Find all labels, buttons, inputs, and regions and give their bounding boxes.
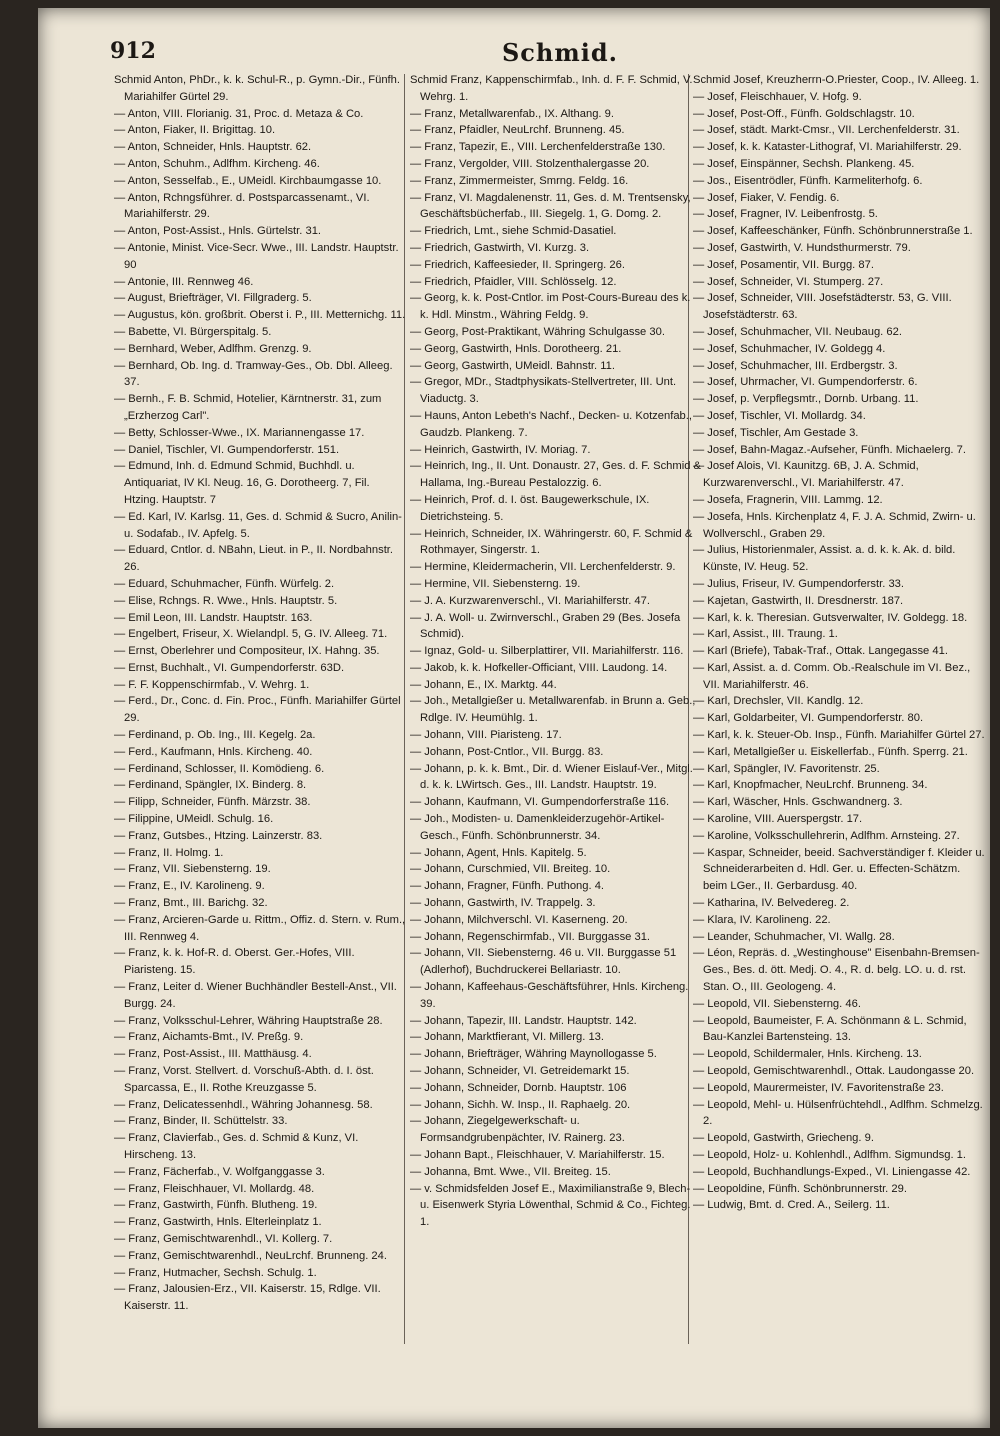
- directory-entry: — Klara, IV. Karolineng. 22.: [693, 913, 831, 926]
- directory-entry: — Daniel, Tischler, VI. Gumpendorferstr. 151.: [114, 443, 340, 456]
- column-2: [410, 72, 702, 1231]
- directory-entry: — Johann, Sichh. W. Insp., II. Raphaelg. 20.: [410, 1098, 631, 1111]
- directory-entry: — Ferd., Kaufmann, Hnls. Kircheng. 40.: [114, 745, 313, 758]
- directory-entry: — Friedrich, Lmt., siehe Schmid-Dasatiel.: [410, 225, 617, 238]
- directory-entry: — Leopold, Gastwirth, Griecheng. 9.: [693, 1132, 874, 1145]
- directory-entry: — Johann, Curschmied, VII. Breiteg. 10.: [410, 863, 611, 876]
- directory-entry: — Ferd., Dr., Conc. d. Fin. Proc., Fünfh. Mariahilfer Gürtel 29.: [114, 695, 401, 725]
- directory-entry: — Julius, Historienmaler, Assist. a. d. k. k. Ak. d. bild. Künste, IV. Heug. 52.: [693, 544, 956, 574]
- directory-entry: — August, Briefträger, VI. Fillgraderg. 5.: [114, 292, 312, 305]
- directory-entry: — Josef, Tischler, VI. Mollardg. 34.: [693, 409, 866, 422]
- directory-entry: — Leopold, Holz- u. Kohlenhdl., Adlfhm. Sigmundsg. 1.: [693, 1149, 967, 1161]
- directory-entry: — Josef, Schuhmacher, IV. Goldegg 4.: [693, 342, 886, 355]
- directory-entry: — Karl, Wäscher, Hnls. Gschwandnerg. 3.: [693, 796, 903, 809]
- directory-entry: — Karoline, Volksschullehrerin, Adlfhm. Arnsteing. 27.: [693, 829, 960, 842]
- directory-entry: — Bernh., F. B. Schmid, Hotelier, Kärntnerstr. 31, zum „Erzherzog Carl".: [114, 393, 382, 422]
- directory-entry: — Leopold, VII. Siebensterng. 46.: [693, 997, 861, 1010]
- directory-entry: — Johann, Kaufmann, VI. Gumpendorferstraße 116.: [410, 796, 670, 809]
- directory-entry: — Ernst, Buchhalt., VI. Gumpendorferstr. 63D.: [114, 661, 345, 674]
- directory-entry: — Franz, Fächerfab., V. Wolfganggasse 3.: [114, 1165, 325, 1178]
- directory-entry: — Leopold, Schildermaler, Hnls. Kircheng. 13.: [693, 1048, 922, 1061]
- directory-entry: — Josefa, Hnls. Kirchenplatz 4, F. J. A. Schmid, Zwirn- u. Wollverschl., Graben 29.: [693, 510, 976, 540]
- directory-entry: — Josef, Fleischhauer, V. Hofg. 9.: [693, 90, 862, 103]
- running-head: Schmid.: [501, 38, 619, 67]
- directory-entry: — Ernst, Oberlehrer und Compositeur, IX. Hahng. 35.: [114, 645, 380, 658]
- directory-entry: — Franz, E., IV. Karolineng. 9.: [114, 880, 265, 893]
- directory-entry: — Anton, Schneider, Hnls. Hauptstr. 62.: [114, 141, 312, 154]
- directory-entry: — Ferdinand, Schlosser, II. Komödieng. 6.: [114, 762, 325, 775]
- directory-entry: — Johanna, Bmt. Wwe., VII. Breiteg. 15.: [410, 1165, 611, 1178]
- directory-entry: — Bernhard, Weber, Adlfhm. Grenzg. 9.: [114, 342, 312, 355]
- directory-entry: — Augustus, kön. großbrit. Oberst i. P., III. Metternichg. 11.: [114, 309, 406, 322]
- directory-entry: — Josef, Post-Off., Fünfh. Goldschlagstr. 10.: [693, 107, 915, 120]
- directory-entry: — J. A. Kurzwarenverschl., VI. Mariahilferstr. 47.: [410, 594, 650, 607]
- directory-entry: — Franz, Post-Assist., III. Matthäusg. 4.: [114, 1048, 312, 1061]
- directory-entry: — Antonie, Minist. Vice-Secr. Wwe., III. Landstr. Hauptstr. 90: [114, 241, 399, 271]
- directory-entry: — Friedrich, Pfaidler, VIII. Schlösselg. 12.: [410, 275, 617, 288]
- directory-entry: — Ed. Karl, IV. Karlsg. 11, Ges. d. Schmid & Sucro, Anilin- u. Sodafab., IV. Apfelg. 5.: [114, 510, 402, 540]
- directory-entry: — Ignaz, Gold- u. Silberplattirer, VII. Mariahilferstr. 116.: [410, 645, 684, 658]
- directory-entry: — Heinrich, Schneider, IX. Währingerstr. 60, F. Schmid & Rothmayer, Singerstr. 1.: [410, 527, 693, 557]
- directory-entry: — Kaspar, Schneider, beeid. Sachverständiger f. Kleider u. Schneiderarbeiten d. Hdl. Ger. u. Effecten-Schätzm. beim LGer., II. Gerbardusg. 40.: [693, 846, 985, 893]
- directory-entry: — Johann, Briefträger, Währing Maynollogasse 5.: [410, 1048, 657, 1061]
- directory-entry: — Anton, Schuhm., Adlfhm. Kircheng. 46.: [114, 157, 320, 170]
- directory-entry: — Karl, Assist., III. Traung. 1.: [693, 628, 838, 641]
- directory-entry: — Franz, Fleischhauer, VI. Mollardg. 48.: [114, 1182, 315, 1195]
- directory-entry: — Franz, Gutsbes., Htzing. Lainzerstr. 83.: [114, 829, 323, 842]
- directory-entry: — Franz, Volksschul-Lehrer, Währing Hauptstraße 28.: [114, 1014, 383, 1027]
- directory-entry: — Leopold, Gemischtwarenhdl., Ottak. Laudongasse 20.: [693, 1065, 975, 1078]
- directory-entry: — Antonie, III. Rennweg 46.: [114, 275, 254, 288]
- directory-entry: — Leopold, Buchhandlungs-Exped., VI. Liniengasse 42.: [693, 1165, 971, 1178]
- directory-entry: — Georg, Gastwirth, Hnls. Dorotheerg. 21.: [410, 342, 622, 355]
- directory-entry: — Josef, Fiaker, V. Fendig. 6.: [693, 191, 840, 204]
- directory-entry: — Josef, Bahn-Magaz.-Aufseher, Fünfh. Michaelerg. 7.: [693, 443, 966, 456]
- directory-entry: — Betty, Schlosser-Wwe., IX. Mariannengasse 17.: [114, 426, 365, 439]
- directory-entry: — Franz, Vergolder, VIII. Stolzenthalergasse 20.: [410, 157, 650, 170]
- directory-entry: — Karl (Briefe), Tabak-Traf., Ottak. Langegasse 41.: [693, 645, 948, 658]
- directory-entry: — Leopold, Baumeister, F. A. Schönmann & L. Schmid, Bau-Kanzlei Bartensteing. 13.: [693, 1014, 967, 1044]
- directory-entry: — Franz, Leiter d. Wiener Buchhändler Bestell-Anst., VII. Burgg. 24.: [114, 981, 397, 1010]
- directory-entry: — Franz, Pfaidler, NeuLrchf. Brunneng. 45.: [410, 124, 625, 137]
- directory-entry: — Franz, Gemischtwarenhdl., NeuLrchf. Brunneng. 24.: [114, 1249, 387, 1262]
- directory-entry: — Johann, Milchverschl. VI. Kaserneng. 20.: [410, 913, 628, 926]
- directory-entry: — Anton, Fiaker, II. Brigittag. 10.: [114, 124, 276, 137]
- directory-entry: — Emil Leon, III. Landstr. Hauptstr. 163.: [114, 611, 313, 624]
- directory-entry: — Heinrich, Gastwirth, IV. Moriag. 7.: [410, 443, 591, 456]
- directory-entry: — Franz, Hutmacher, Sechsh. Schulg. 1.: [114, 1266, 317, 1279]
- directory-entry: — Ferdinand, p. Ob. Ing., III. Kegelg. 2a.: [114, 729, 316, 742]
- directory-entry: — Katharina, IV. Belvedereg. 2.: [693, 897, 850, 910]
- directory-entry: — Johann, Marktfierant, VI. Millerg. 13.: [410, 1031, 604, 1044]
- directory-entry: — Georg, k. k. Post-Cntlor. im Post-Cours-Bureau des k. k. Hdl. Minstm., Währing Feldg. 9.: [410, 292, 691, 322]
- directory-entry: — Bernhard, Ob. Ing. d. Tramway-Ges., Ob. Dbl. Alleeg. 37.: [114, 359, 393, 389]
- directory-entry: — Franz, Metallwarenfab., IX. Althang. 9.: [410, 107, 614, 120]
- directory-entry: — Josef, Kaffeeschänker, Fünfh. Schönbrunnerstraße 1.: [693, 225, 973, 238]
- directory-entry: — Johann, Agent, Hnls. Kapitelg. 5.: [410, 846, 587, 859]
- directory-entry: — Josef, k. k. Kataster-Lithograf, VI. Mariahilferstr. 29.: [693, 141, 962, 154]
- directory-entry: Schmid Josef, Kreuzherrn-O.Priester, Coop., IV. Alleeg. 1.: [693, 74, 980, 86]
- directory-entry: — Johann, Gastwirth, IV. Trappelg. 3.: [410, 897, 596, 910]
- directory-entry: — Hermine, Kleidermacherin, VII. Lerchenfelderstr. 9.: [410, 561, 676, 574]
- directory-entry: — Franz, II. Holmg. 1.: [114, 846, 224, 859]
- directory-entry: — Joh., Modisten- u. Damenkleiderzugehör-Artikel-Gesch., Fünfh. Schönbrunnerstr. 34.: [410, 813, 665, 842]
- directory-entry: — Georg, Post-Praktikant, Währing Schulgasse 30.: [410, 325, 665, 338]
- directory-entry: — J. A. Woll- u. Zwirnverschl., Graben 29 (Bes. Josefa Schmid).: [410, 611, 681, 641]
- directory-entry: — Anton, Post-Assist., Hnls. Gürtelstr. 31.: [114, 225, 322, 238]
- directory-entry: — Josef, Schneider, VI. Stumperg. 27.: [693, 275, 884, 288]
- directory-entry: — Josef, Fragner, IV. Leibenfrostg. 5.: [693, 208, 878, 221]
- directory-entry: — Josef, Schuhmacher, III. Erdbergstr. 3.: [693, 359, 898, 372]
- directory-entry: — Jakob, k. k. Hofkeller-Officiant, VIII. Laudong. 14.: [410, 661, 668, 674]
- page-number: 912: [110, 38, 156, 64]
- directory-entry: — Karl, Goldarbeiter, VI. Gumpendorferstr. 80.: [693, 712, 924, 725]
- directory-entry: — Leander, Schuhmacher, VI. Wallg. 28.: [693, 930, 895, 943]
- directory-entry: — Josef, Tischler, Am Gestade 3.: [693, 426, 859, 439]
- directory-entry: — Friedrich, Kaffeesieder, II. Springerg. 26.: [410, 258, 625, 271]
- directory-entry: — Eduard, Schuhmacher, Fünfh. Würfelg. 2.: [114, 577, 335, 590]
- directory-entry: — Josef, Schneider, VIII. Josefstädterstr. 53, G. VIII. Josefstädterstr. 63.: [693, 292, 952, 322]
- directory-entry: — Leopold, Maurermeister, IV. Favoritenstraße 23.: [693, 1081, 944, 1094]
- directory-entry: — v. Schmidsfelden Josef E., Maximilianstraße 9, Blech- u. Eisenwerk Styria Löwenthal, Schmid & Co., Fichteg. 1.: [410, 1182, 691, 1229]
- directory-entry: — Kajetan, Gastwirth, II. Dresdnerstr. 187.: [693, 594, 904, 607]
- directory-entry: — Franz, Arcieren-Garde u. Rittm., Offiz. d. Stern. v. Rum., III. Rennweg 4.: [114, 913, 406, 943]
- directory-entry: — Karl, Drechsler, VII. Kandlg. 12.: [693, 695, 864, 708]
- directory-entry: — Leopoldine, Fünfh. Schönbrunnerstr. 29.: [693, 1182, 907, 1195]
- directory-entry: — Hauns, Anton Lebeth's Nachf., Decken- u. Kotzenfab., Gaudzb. Plankeng. 7.: [410, 409, 692, 439]
- directory-entry: — Johann, VII. Siebensterng. 46 u. VII. Burggasse 51 (Adlerhof), Buchdruckerei Bellariastr. 10.: [410, 947, 677, 977]
- directory-entry: — Gregor, MDr., Stadtphysikats-Stellvertreter, III. Unt. Viaductg. 3.: [410, 376, 677, 406]
- directory-entry: — Josef, Posamentir, VII. Burgg. 87.: [693, 258, 874, 271]
- directory-entry: — Jos., Eisentrödler, Fünfh. Karmeliterhofg. 6.: [693, 174, 923, 187]
- directory-entry: — Franz, Zimmermeister, Smrng. Feldg. 16.: [410, 174, 629, 187]
- directory-entry: — Josef, Gastwirth, V. Hundsthurmerstr. 79.: [693, 241, 911, 254]
- directory-entry: — Filippine, UMeidl. Schulg. 16.: [114, 813, 274, 826]
- directory-entry: — Josef, städt. Markt-Cmsr., VII. Lerchenfelderstr. 31.: [693, 124, 960, 137]
- directory-entry: — Franz, Jalousien-Erz., VII. Kaiserstr. 15, Rdlge. VII. Kaiserstr. 11.: [114, 1283, 381, 1313]
- directory-entry: — Franz, Binder, II. Schüttelstr. 33.: [114, 1115, 288, 1128]
- directory-entry: — Ferdinand, Spängler, IX. Binderg. 8.: [114, 779, 307, 792]
- directory-entry: — Johann, p. k. k. Bmt., Dir. d. Wiener Eislauf-Ver., Mitgl. d. k. k. LWirtsch. Ges., III. Landstr. Hauptstr. 19.: [410, 762, 693, 792]
- directory-entry: — Leopold, Mehl- u. Hülsenfrüchtehdl., Adlfhm. Schmelzg. 2.: [693, 1098, 983, 1128]
- directory-entry: — Karl, Knopfmacher, NeuLrchf. Brunneng. 34.: [693, 779, 928, 792]
- directory-entry: — Karl, k. k. Theresian. Gutsverwalter, IV. Goldegg. 18.: [693, 611, 968, 624]
- directory-entry: — Josefa, Fragnerin, VIII. Lammg. 12.: [693, 493, 883, 506]
- directory-entry: — Johann, Tapezir, III. Landstr. Hauptstr. 142.: [410, 1014, 637, 1027]
- directory-entry: — Franz, Gastwirth, Hnls. Elterleinplatz 1.: [114, 1216, 322, 1229]
- directory-entry: — Franz, Gastwirth, Fünfh. Blutheng. 19.: [114, 1199, 318, 1212]
- directory-entry: — Julius, Friseur, IV. Gumpendorferstr. 33.: [693, 577, 904, 590]
- directory-entry: — Franz, Clavierfab., Ges. d. Schmid & Kunz, VI. Hirscheng. 13.: [114, 1132, 359, 1161]
- directory-entry: — Anton, Sesselfab., E., UMeidl. Kirchbaumgasse 10.: [114, 174, 382, 187]
- directory-entry: — Karl, Metallgießer u. Eiskellerfab., Fünfh. Sperrg. 21.: [693, 745, 968, 758]
- directory-entry: — Johann, Regenschirmfab., VII. Burggasse 31.: [410, 930, 651, 943]
- directory-entry: — Franz, VI. Magdalenenstr. 11, Ges. d. M. Trentsensky, Geschäftsbücherfab., III. Siegelg. 1, G. Domg. 2.: [410, 191, 691, 221]
- directory-entry: — Franz, VII. Siebensterng. 19.: [114, 863, 271, 876]
- directory-entry: — Anton, VIII. Florianig. 31, Proc. d. Metaza & Co.: [114, 107, 364, 120]
- column-3: [693, 72, 985, 1214]
- directory-entry: — Heinrich, Ing., II. Unt. Donaustr. 27, Ges. d. F. Schmid & Hallama, Ing.-Bureau Pestalozzig. 6.: [410, 460, 701, 490]
- directory-entry: — Engelbert, Friseur, X. Wielandpl. 5, G. IV. Alleeg. 71.: [114, 628, 388, 641]
- directory-entry: — Franz, Tapezir, E., VIII. Lerchenfelderstraße 130.: [410, 141, 666, 154]
- directory-entry: — Ludwig, Bmt. d. Cred. A., Seilerg. 11.: [693, 1199, 890, 1212]
- directory-entry: — Johann, Schneider, Dornb. Hauptstr. 106: [410, 1081, 627, 1094]
- directory-entry: — Hermine, VII. Siebensterng. 19.: [410, 577, 581, 590]
- directory-entry: — Johann, VIII. Piaristeng. 17.: [410, 729, 562, 742]
- directory-entry: — F. F. Koppenschirmfab., V. Wehrg. 1.: [114, 678, 310, 691]
- column-1: [114, 72, 406, 1315]
- directory-entry: — Franz, k. k. Hof-R. d. Oberst. Ger.-Hofes, VIII. Piaristeng. 15.: [114, 947, 355, 977]
- directory-entry: — Heinrich, Prof. d. I. öst. Baugewerkschule, IX. Dietrichsteing. 5.: [410, 493, 650, 523]
- directory-entry: — Johann Bapt., Fleischhauer, V. Mariahilferstr. 15.: [410, 1149, 665, 1161]
- directory-entry: — Franz, Vorst. Stellvert. d. Vorschuß-Abth. d. I. öst. Sparcassa, E., II. Rothe Kreuzgasse 5.: [114, 1065, 374, 1094]
- directory-entry: — Josef Alois, VI. Kaunitzg. 6B, J. A. Schmid, Kurzwarenverschl., VI. Mariahilferstr. 47.: [693, 460, 919, 490]
- directory-entry: — Joh., Metallgießer u. Metallwarenfab. in Brunn a. Geb., Rdlge. IV. Heumühlg. 1.: [410, 695, 696, 725]
- directory-entry: — Johann, Kaffeehaus-Geschäftsführer, Hnls. Kircheng. 39.: [410, 981, 689, 1010]
- directory-entry: — Karl, Assist. a. d. Comm. Ob.-Realschule im VI. Bez., VII. Mariahilferstr. 46.: [693, 661, 971, 691]
- directory-entry: — Johann, Schneider, VI. Getreidemarkt 15.: [410, 1065, 630, 1078]
- directory-entry: — Karl, k. k. Steuer-Ob. Insp., Fünfh. Mariahilfer Gürtel 27.: [693, 729, 985, 742]
- directory-entry: — Edmund, Inh. d. Edmund Schmid, Buchhdl. u. Antiquariat, IV Kl. Neug. 16, G. Dorotheerg. 7, Fil. Htzing. Hauptstr. 7: [114, 460, 370, 506]
- directory-entry: — Babette, VI. Bürgerspitalg. 5.: [114, 325, 272, 338]
- directory-entry: — Karoline, VIII. Auerspergstr. 17.: [693, 813, 863, 826]
- directory-entry: — Georg, Gastwirth, UMeidl. Bahnstr. 11.: [410, 359, 615, 372]
- directory-entry: — Johann, Ziegelgewerkschaft- u. Formsandgrubenpächter, IV. Rainerg. 23.: [410, 1115, 625, 1145]
- directory-entry: — Johann, Post-Cntlor., VII. Burgg. 83.: [410, 745, 604, 758]
- directory-entry: — Filipp, Schneider, Fünfh. Märzstr. 38.: [114, 796, 311, 809]
- directory-entry: — Friedrich, Gastwirth, VI. Kurzg. 3.: [410, 241, 590, 254]
- directory-entry: — Anton, Rchngsführer. d. Postsparcassenamt., VI. Mariahilferstr. 29.: [114, 191, 370, 221]
- directory-entry: — Karl, Spängler, IV. Favoritenstr. 25.: [693, 762, 880, 775]
- directory-entry: — Léon, Repräs. d. „Westinghouse" Eisenbahn-Bremsen-Ges., Bes. d. ött. Medj. O. 4., R. d. belg. LO. u. d. rst. Stan. O., III. Geologeng. 4.: [693, 947, 980, 994]
- directory-entry: — Josef, Uhrmacher, VI. Gumpendorferstr. 6.: [693, 376, 918, 389]
- directory-entry: — Franz, Delicatessenhdl., Währing Johannesg. 58.: [114, 1098, 373, 1111]
- directory-entry: — Johann, Fragner, Fünfh. Puthong. 4.: [410, 880, 605, 893]
- directory-entry: Schmid Anton, PhDr., k. k. Schul-R., p. Gymn.-Dir., Fünfh. Mariahilfer Gürtel 29.: [114, 74, 401, 103]
- directory-entry: — Elise, Rchngs. R. Wwe., Hnls. Hauptstr. 5.: [114, 594, 338, 607]
- directory-entry: — Josef, Einspänner, Sechsh. Plankeng. 45.: [693, 157, 915, 170]
- page-header: [110, 38, 1000, 74]
- directory-entry: — Eduard, Cntlor. d. NBahn, Lieut. in P., II. Nordbahnstr. 26.: [114, 544, 394, 574]
- directory-entry: — Josef, p. Verpflegsmtr., Dornb. Urbang. 11.: [693, 393, 919, 406]
- directory-entry: — Franz, Aichamts-Bmt., IV. Preßg. 9.: [114, 1031, 304, 1044]
- directory-entry: — Franz, Bmt., III. Barichg. 32.: [114, 897, 268, 910]
- directory-entry: Schmid Franz, Kappenschirmfab., Inh. d. F. F. Schmid, V. Wehrg. 1.: [410, 74, 693, 103]
- directory-entry: — Josef, Schuhmacher, VII. Neubaug. 62.: [693, 325, 902, 338]
- directory-entry: — Franz, Gemischtwarenhdl., VI. Kollerg. 7.: [114, 1232, 333, 1245]
- directory-entry: — Johann, E., IX. Marktg. 44.: [410, 678, 557, 691]
